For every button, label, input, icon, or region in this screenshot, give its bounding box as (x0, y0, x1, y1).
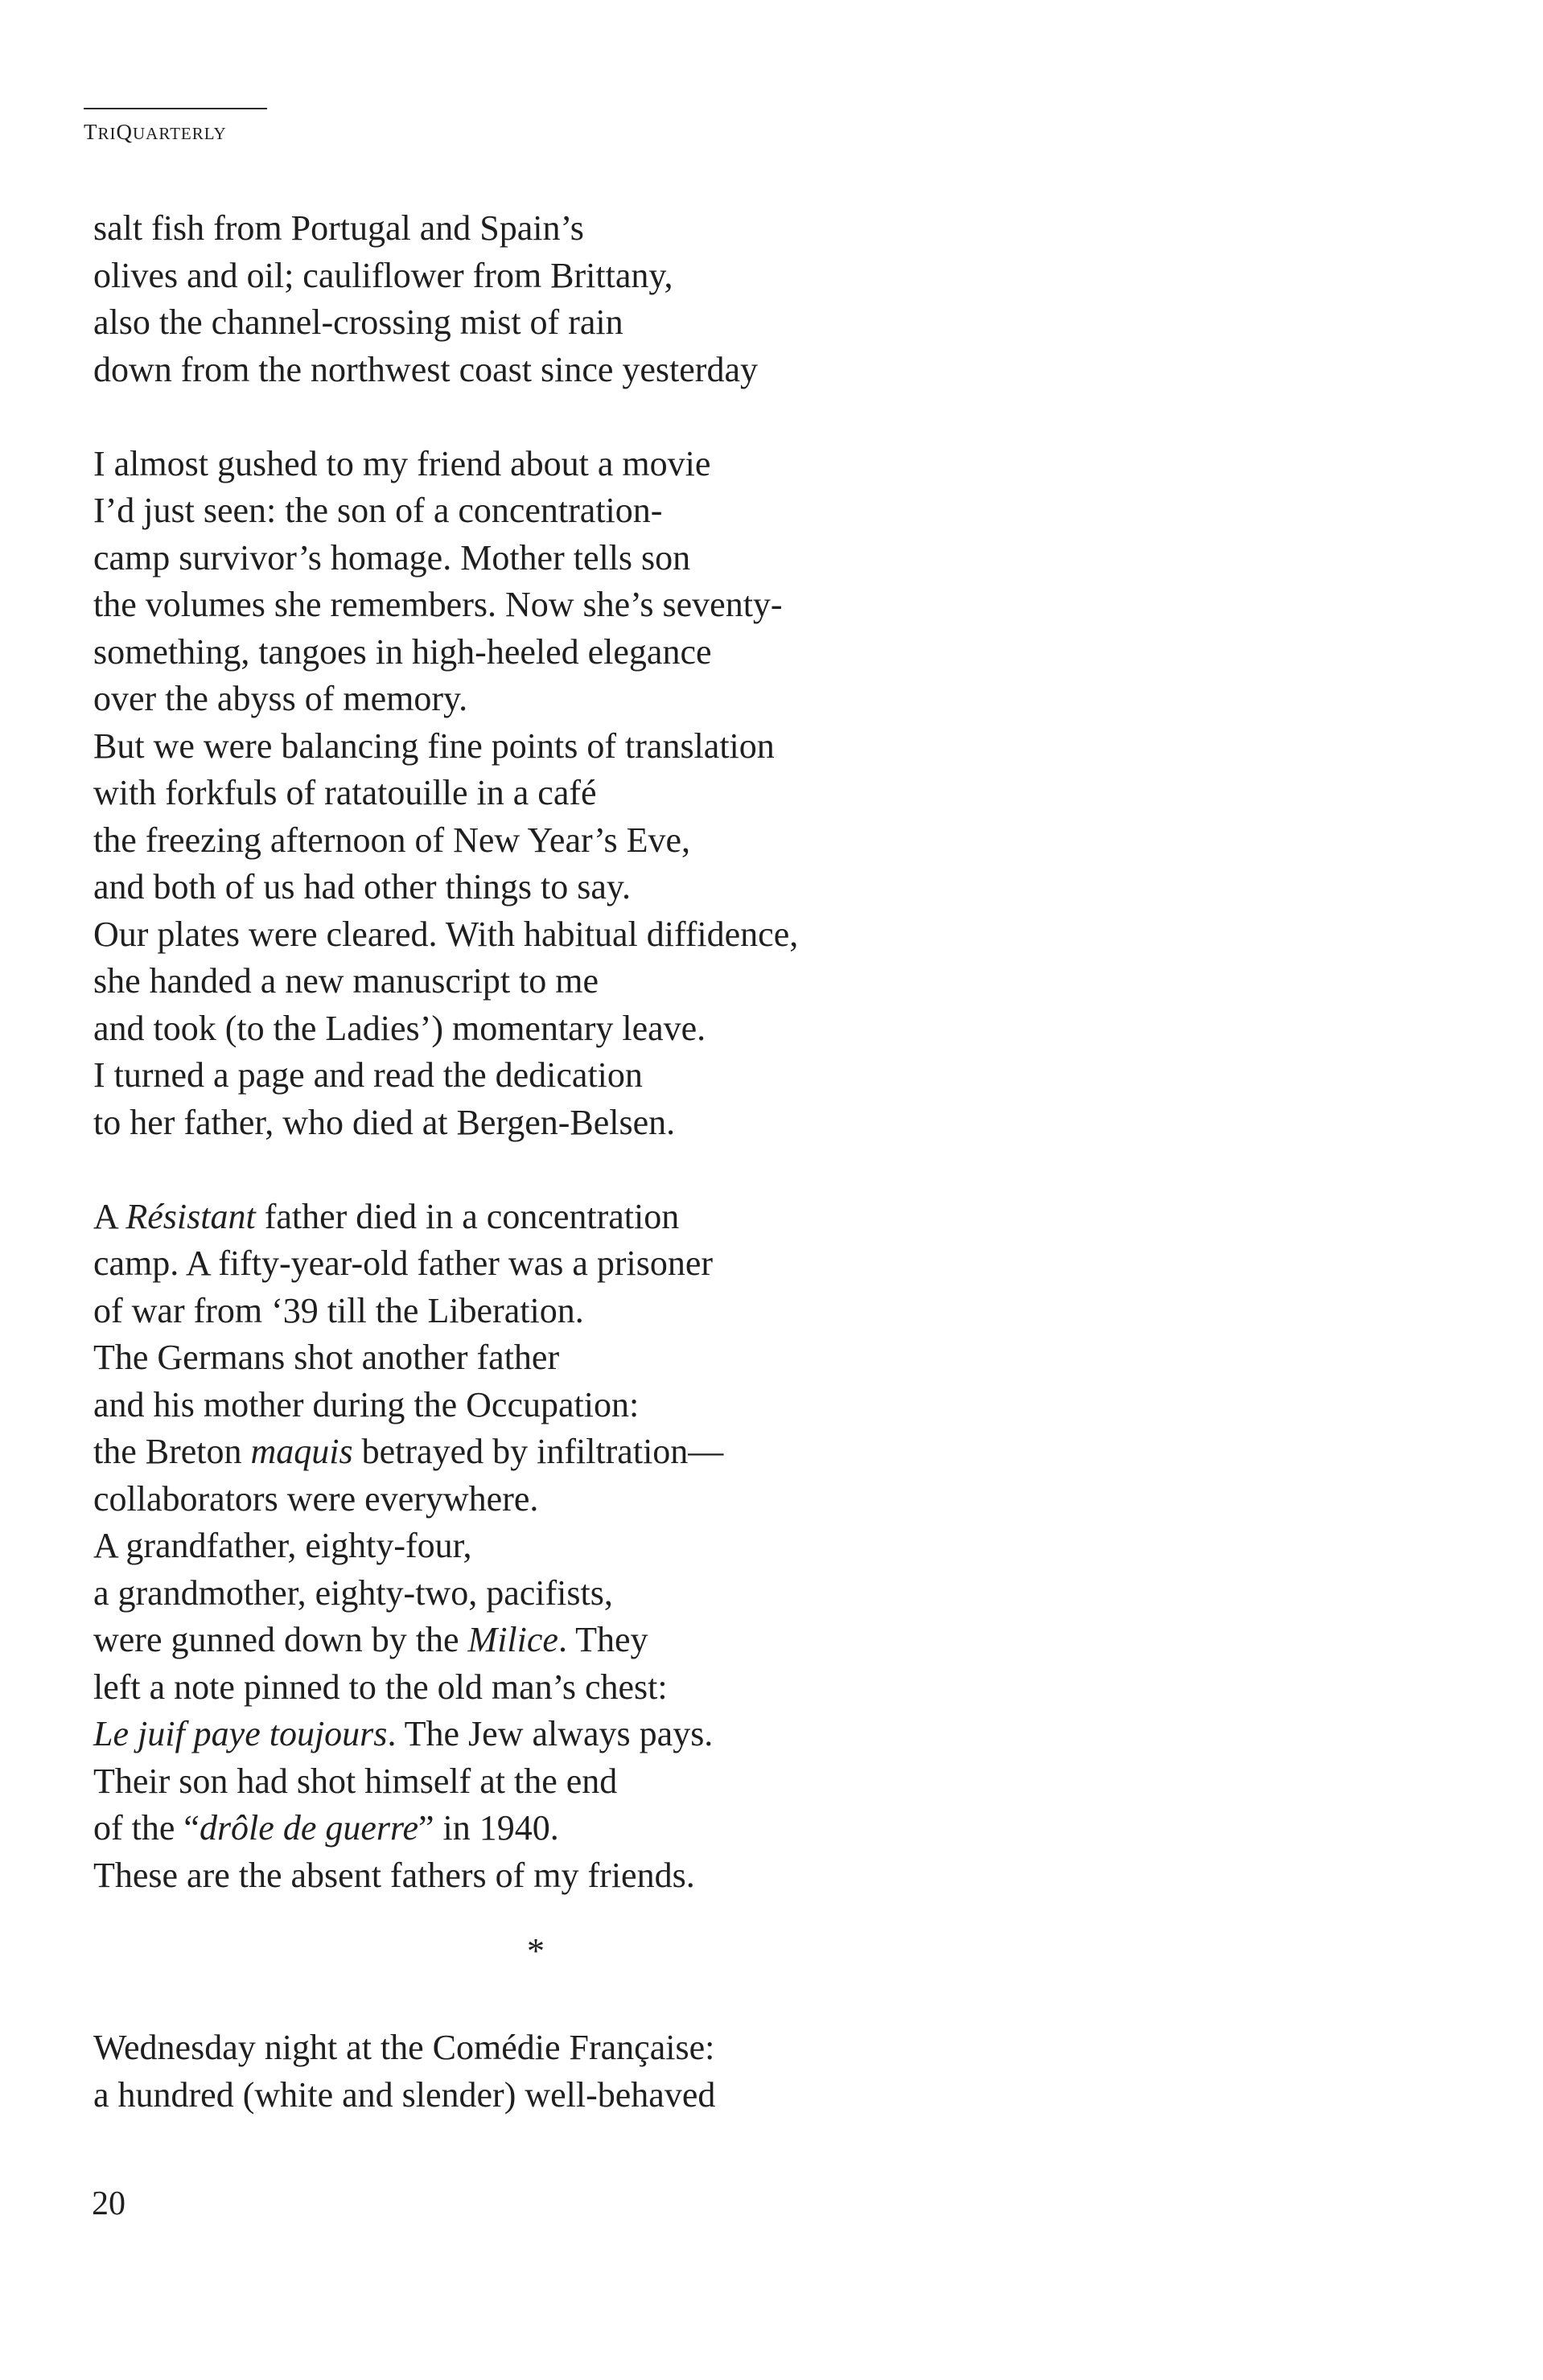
poem-line (93, 1617, 1509, 1664)
stanza-3 (93, 1194, 1509, 1900)
poem-line: to her father, who died at Bergen-Belsen. (93, 1102, 676, 1142)
poem-line: of war from ‘39 till the Liberation. (93, 1290, 584, 1330)
stanza-1 (93, 205, 1509, 393)
poem-line: also the channel-crossing mist of rain (93, 302, 623, 342)
poem-line: camp survivor’s homage. Mother tells son (93, 537, 691, 578)
poem-line (93, 1194, 1509, 1241)
poem-line: over the abyss of memory. (93, 679, 468, 718)
poem-line: left a note pinned to the old man’s chest: (93, 1667, 668, 1707)
poem-line: with forkfuls of ratatouille in a café (93, 773, 597, 812)
line-text: A (93, 1196, 126, 1236)
poem-line: Wednesday night at the Comédie Française: (93, 2028, 715, 2067)
poem-line: Their son had shot himself at the end (93, 1761, 618, 1801)
poem-line: olives and oil; cauliflower from Brittany, (93, 255, 673, 295)
italic-text: maquis (250, 1432, 353, 1471)
poem-line: I’d just seen: the son of a concentration- (93, 491, 663, 530)
poem-line: and his mother during the Occupation: (93, 1384, 640, 1424)
poem-line: and took (to the Ladies’) momentary leave. (93, 1008, 706, 1048)
stanza-gap (93, 393, 1509, 441)
line-text: father died in a concentration (255, 1196, 680, 1236)
poem-line: collaborators were everywhere. (93, 1478, 539, 1519)
running-head-T: T (84, 120, 98, 144)
poem-line (93, 1428, 1509, 1476)
poem-line: the volumes she remembers. Now she’s seventy- (93, 585, 783, 624)
poem-body (93, 205, 1509, 2115)
italic-text: Milice (467, 1620, 558, 1659)
poem-line (93, 1711, 1509, 1758)
poem-line: But we were balancing fine points of translation (93, 726, 775, 766)
header-rule (84, 108, 267, 109)
line-text: were gunned down by the (93, 1620, 468, 1659)
line-text: . They (558, 1620, 648, 1659)
line-text: ” in 1940. (418, 1808, 559, 1848)
poem-line: something, tangoes in high-heeled elegance (93, 631, 712, 672)
poem-line: a hundred (white and slender) well-behaved (93, 2074, 716, 2115)
poem-line: she handed a new manuscript to me (93, 961, 599, 1001)
poem-line: a grandmother, eighty-two, pacifists, (93, 1572, 613, 1613)
poem-line: I turned a page and read the dedication (93, 1055, 643, 1095)
italic-text: Le juif paye toujours (93, 1714, 388, 1753)
italic-text: Résistant (125, 1196, 256, 1236)
poem-line: camp. A fifty-year-old father was a prisoner (93, 1243, 714, 1283)
italic-text: drôle de guerre (199, 1808, 419, 1848)
stanza-gap (93, 1146, 1509, 1194)
stanza-2 (93, 441, 1509, 1147)
poem-line: A grandfather, eighty-four, (93, 1526, 472, 1565)
line-text: . The Jew always pays. (387, 1714, 714, 1753)
running-head-UARTERLY: UARTERLY (133, 124, 227, 143)
poem-line: salt fish from Portugal and Spain’s (93, 208, 584, 248)
line-text: the Breton (93, 1432, 251, 1471)
stanza-4 (93, 2024, 715, 2119)
section-separator: * (527, 1931, 545, 1971)
poem-line: the freezing afternoon of New Year’s Eve, (93, 820, 691, 860)
poem-line: down from the northwest coast since yesterday (93, 349, 758, 389)
page-number: 20 (92, 2185, 125, 2222)
poem-line: Our plates were cleared. With habitual diffidence, (93, 914, 799, 954)
poem-line (93, 1805, 1509, 1852)
poem-line: and both of us had other things to say. (93, 867, 632, 906)
running-head-RI: RI (97, 124, 117, 143)
poem-line: These are the absent fathers of my friends. (93, 1855, 695, 1895)
running-head (84, 116, 227, 150)
poem-line: I almost gushed to my friend about a movie (93, 443, 711, 483)
running-head-Q: Q (116, 120, 133, 144)
line-text: betrayed by infiltration— (352, 1432, 724, 1471)
poem-line: The Germans shot another father (93, 1338, 560, 1377)
line-text: of the “ (93, 1808, 200, 1848)
